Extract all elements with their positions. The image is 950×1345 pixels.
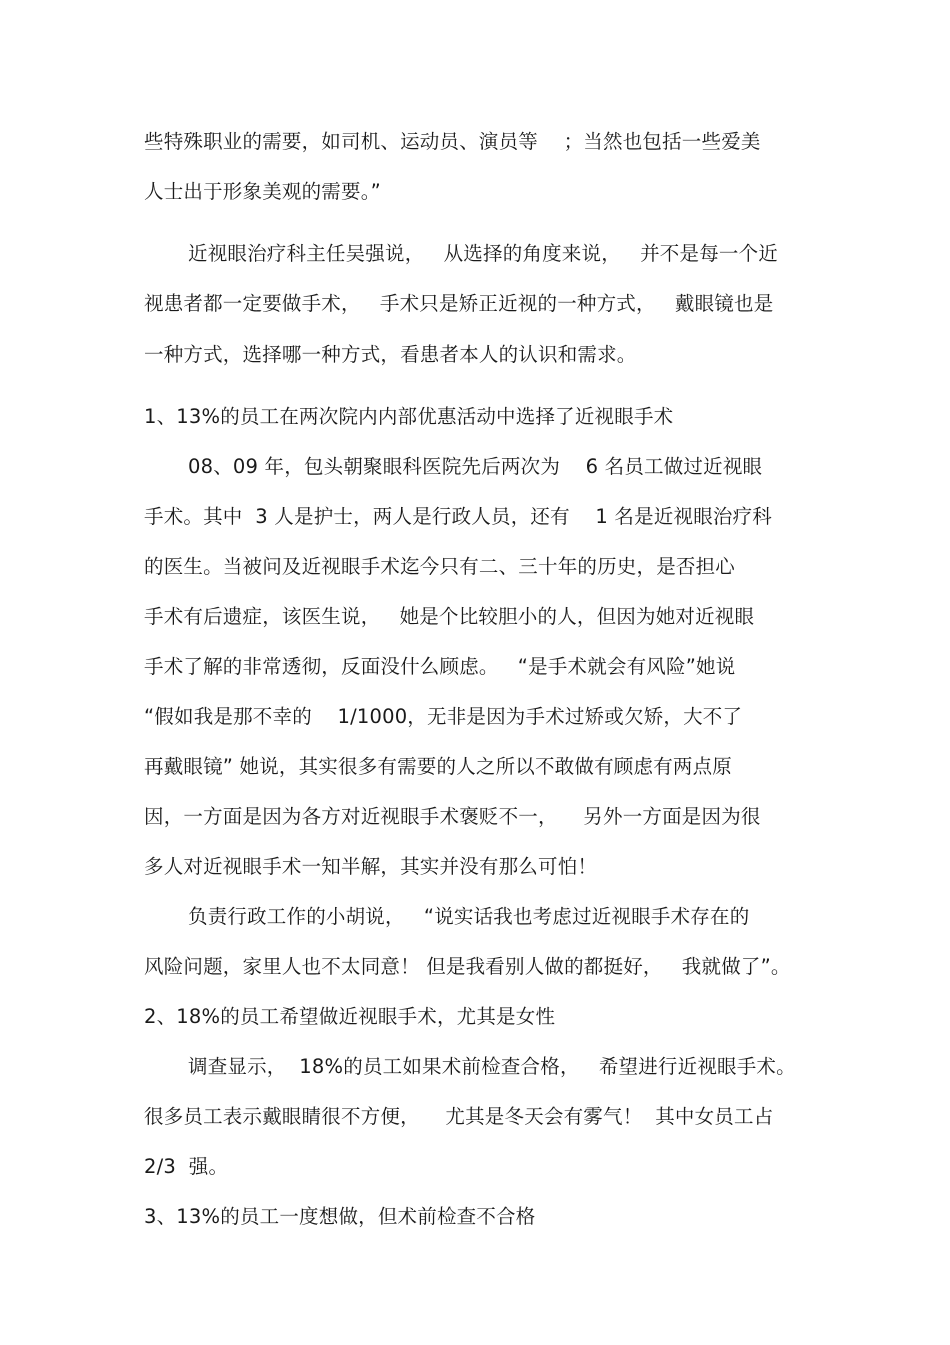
text-line: 一种方式，选择哪一种方式，看患者本人的认识和需求。: [144, 343, 637, 366]
text-line: 手术。其中 3 人是护士，两人是行政人员，还有 1 名是近视眼治疗科: [144, 505, 773, 528]
text-line: “假如我是那不幸的 1/1000，无非是因为手术过矫或欠矫，大不了: [144, 705, 743, 728]
text-line: 手术有后遗症，该医生说， 她是个比较胆小的人，但因为她对近视眼: [144, 605, 755, 628]
text-line: 些特殊职业的需要，如司机、运动员、演员等 ；当然也包括一些爱美: [144, 130, 761, 153]
text-line: 负责行政工作的小胡说， “说实话我也考虑过近视眼手术存在的: [188, 905, 750, 928]
text-line: 人士出于形象美观的需要。”: [144, 180, 381, 203]
text-line: 08、09 年，包头朝聚眼科医院先后两次为 6 名员工做过近视眼: [188, 455, 763, 478]
section-heading: 1、13%的员工在两次院内内部优惠活动中选择了近视眼手术: [144, 405, 674, 428]
text-line: 风险问题，家里人也不太同意！ 但是我看别人做的都挺好， 我就做了”。: [144, 955, 791, 978]
text-line: 的医生。当被问及近视眼手术迄今只有二、三十年的历史，是否担心: [144, 555, 736, 578]
text-line: 很多员工表示戴眼睛很不方便， 尤其是冬天会有雾气！ 其中女员工占: [144, 1105, 774, 1128]
text-line: 多人对近视眼手术一知半解，其实并没有那么可怕！: [144, 855, 598, 878]
text-line: 因，一方面是因为各方对近视眼手术褒贬不一， 另外一方面是因为很: [144, 805, 761, 828]
text-line: 再戴眼镜” 她说，其实很多有需要的人之所以不敢做有顾虑有两点原: [144, 755, 733, 778]
text-line: 手术了解的非常透彻，反面没什么顾虑。 “是手术就会有风险”她说: [144, 655, 736, 678]
text-line: 视患者都一定要做手术， 手术只是矫正近视的一种方式， 戴眼镜也是: [144, 292, 774, 315]
text-line: 近视眼治疗科主任吴强说， 从选择的角度来说， 并不是每一个近: [188, 242, 778, 265]
text-line: 调查显示， 18%的员工如果术前检查合格， 希望进行近视眼手术。: [188, 1055, 796, 1078]
section-heading: 2、18%的员工希望做近视眼手术，尤其是女性: [144, 1005, 556, 1028]
text-line: 2/3 强。: [144, 1155, 229, 1178]
section-heading: 3、13%的员工一度想做，但术前检查不合格: [144, 1205, 536, 1228]
